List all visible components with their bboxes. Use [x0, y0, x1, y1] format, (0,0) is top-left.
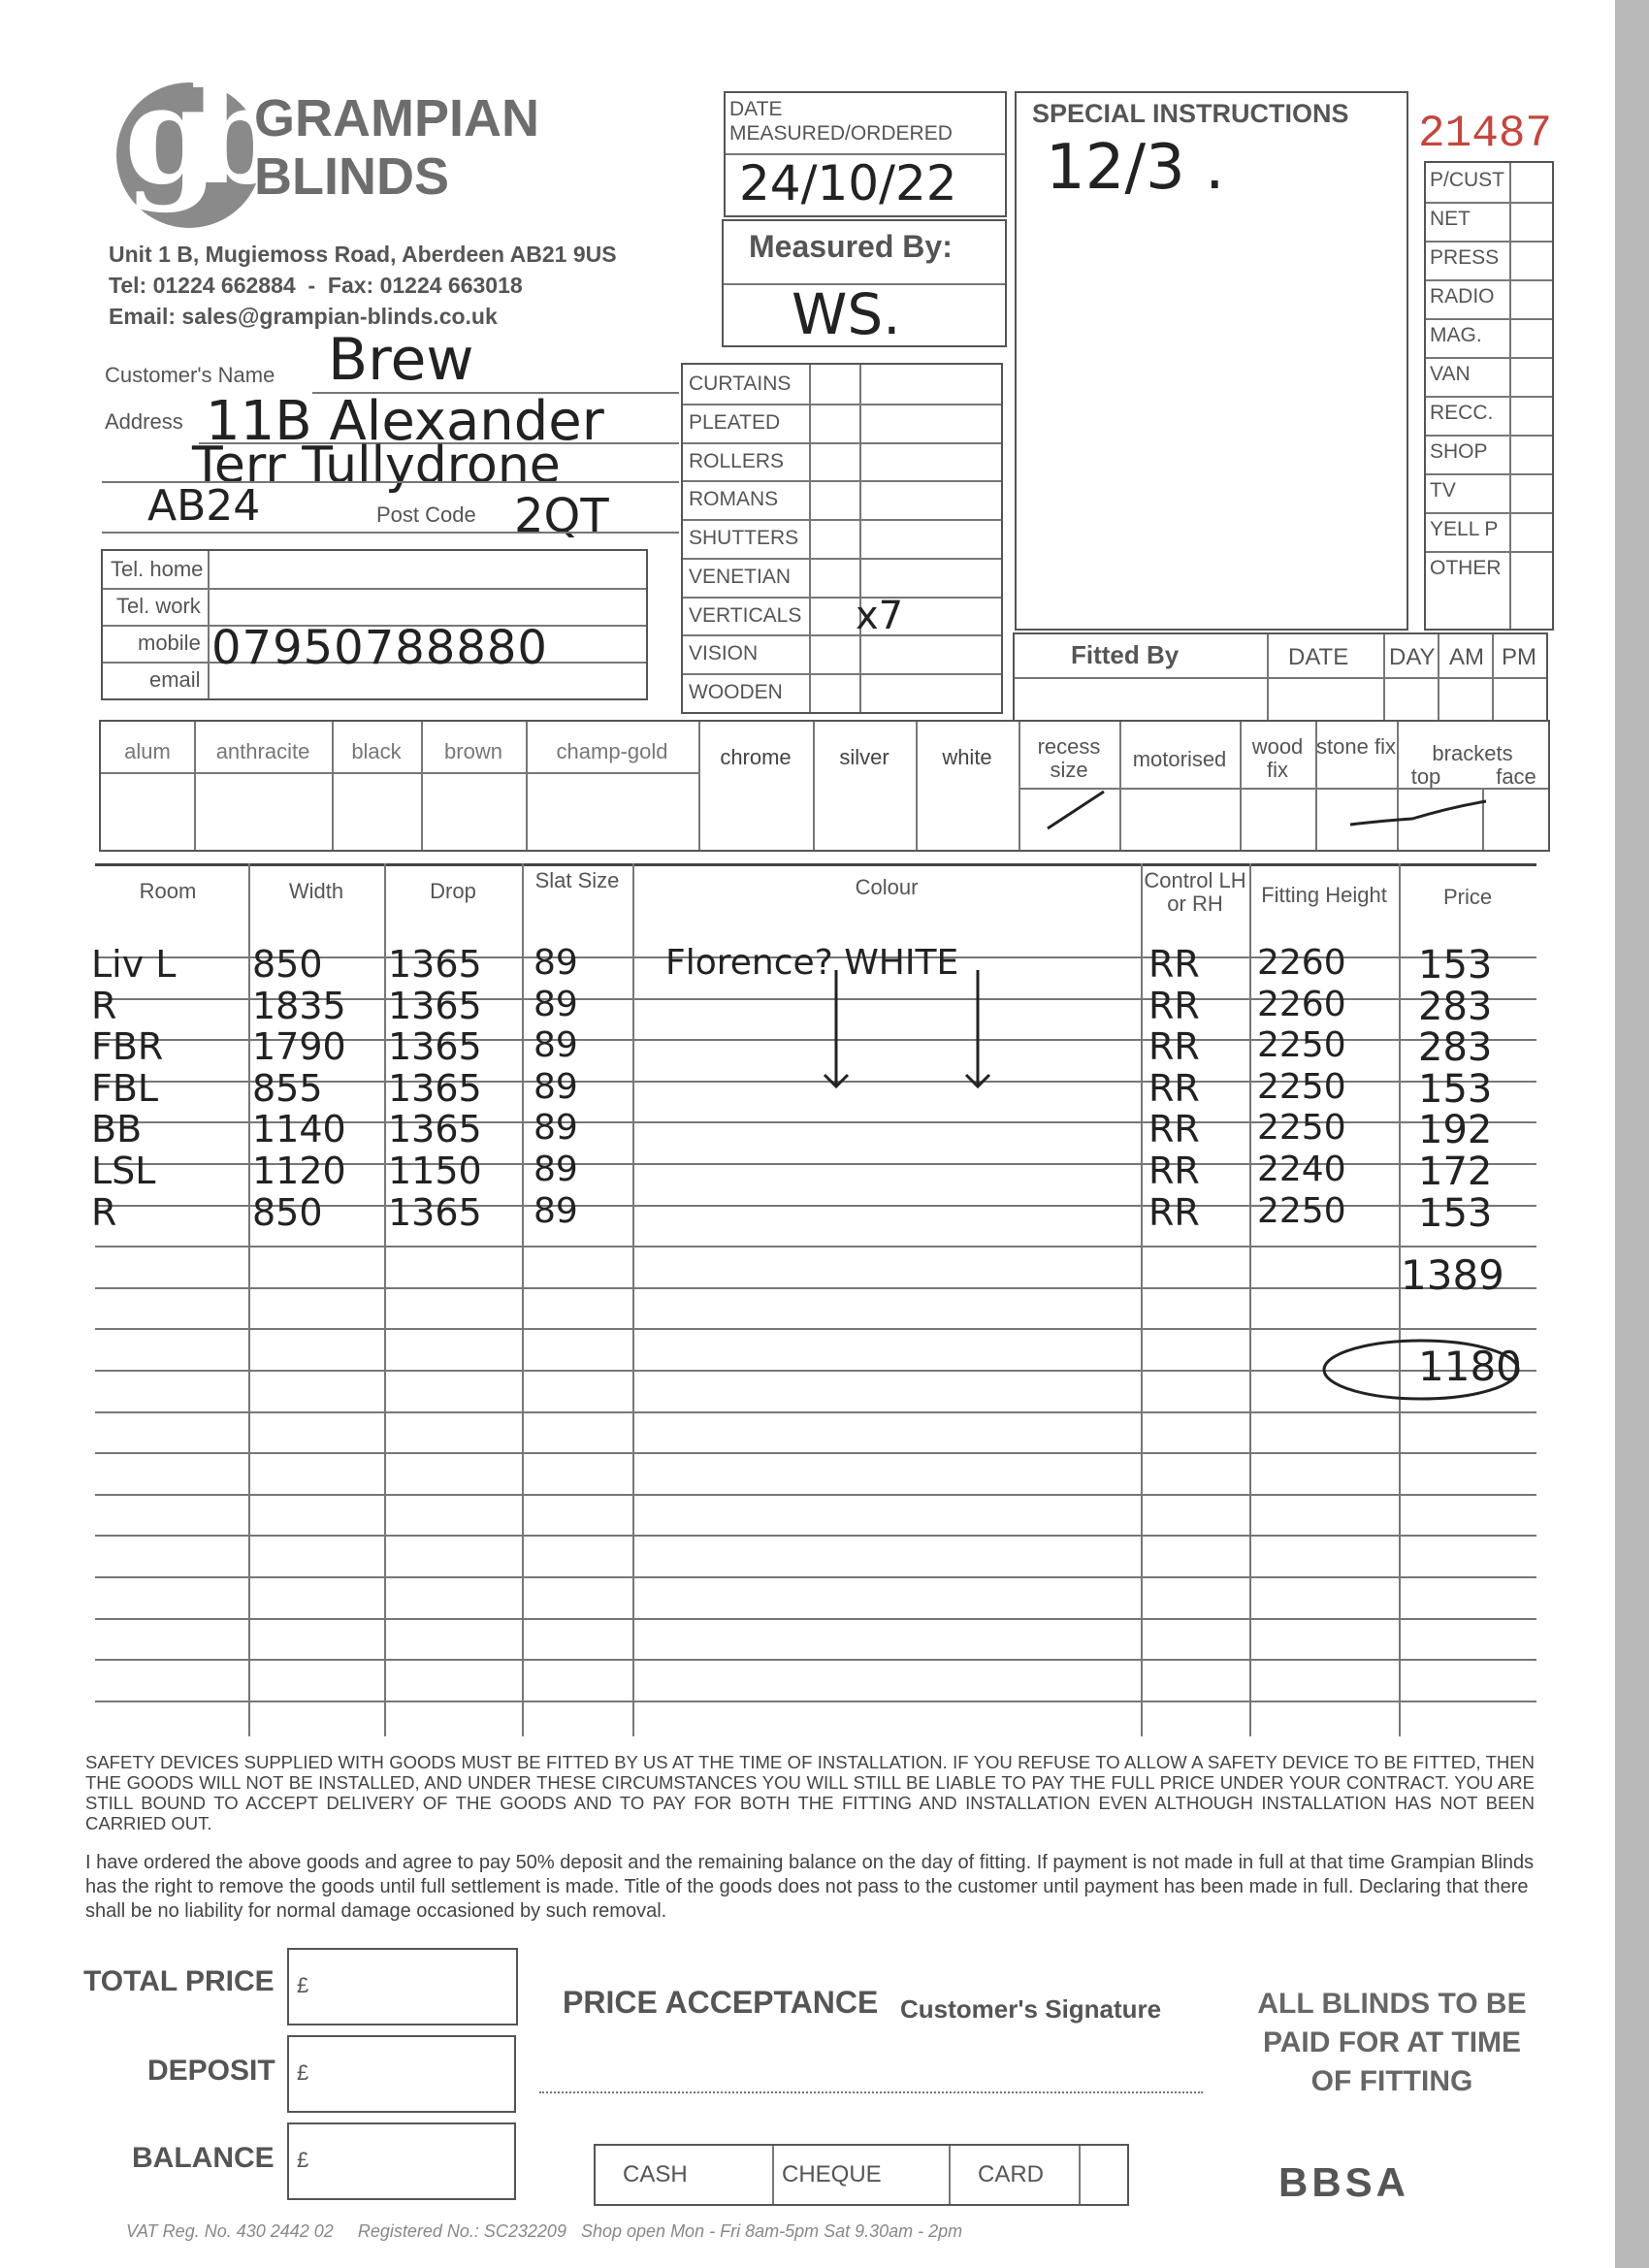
special-instructions-box	[1015, 91, 1408, 631]
cell-height: 2260	[1257, 984, 1346, 1024]
cell-slat: 89	[534, 1025, 578, 1066]
table-row-line	[95, 1411, 1536, 1413]
mobile-value: 07950788880	[211, 621, 548, 675]
finish-divider	[698, 722, 700, 850]
source-press[interactable]: PRESS	[1430, 246, 1500, 269]
company-name	[254, 89, 539, 206]
source-pcust[interactable]: P/CUST	[1430, 169, 1505, 191]
blind-type-shutters[interactable]: SHUTTERS	[689, 527, 799, 550]
blind-type-row-line	[683, 480, 1001, 482]
fit-pm-label: PM	[1502, 644, 1536, 670]
date-box	[724, 91, 1007, 217]
card-option[interactable]: CARD	[978, 2161, 1045, 2187]
cell-control: RR	[1148, 984, 1200, 1027]
cell-drop: 1365	[388, 984, 482, 1027]
order-table	[87, 863, 1536, 1736]
finish-divider	[813, 722, 815, 850]
finish-brown[interactable]: brown	[444, 739, 502, 763]
brackets-label: brackets	[1432, 741, 1513, 765]
cell-width: 1790	[252, 1025, 346, 1069]
special-instructions-label: SPECIAL INSTRUCTIONS	[1032, 99, 1349, 128]
total-price-handwritten: 1180	[1418, 1343, 1522, 1390]
cell-width: 850	[252, 1190, 323, 1234]
cell-control: RR	[1148, 1066, 1200, 1110]
verticals-mark: x7	[856, 594, 904, 638]
cell-slat: 89	[534, 1108, 578, 1149]
table-row-line	[95, 1246, 1536, 1247]
fit-day-label: DAY	[1389, 644, 1436, 670]
company-tel: Tel: 01224 662884	[109, 273, 296, 298]
cell-height: 2260	[1257, 943, 1346, 983]
fitted-by-label: Fitted By	[1071, 640, 1180, 669]
cell-drop: 1365	[388, 1190, 482, 1234]
address-line-2: Terr Tullydrone	[192, 437, 561, 495]
total-price-field[interactable]	[287, 1948, 518, 2025]
colour-ditto-arrows	[728, 966, 1018, 1102]
blind-type-rollers[interactable]: ROLLERS	[689, 449, 785, 472]
deposit-currency: £	[297, 2060, 309, 2085]
blind-type-row-line	[683, 519, 1001, 521]
mobile-label: mobile	[138, 631, 201, 655]
postcode-suffix: 2QT	[514, 489, 609, 543]
cell-height: 2240	[1257, 1150, 1346, 1189]
source-recc[interactable]: RECC.	[1430, 402, 1494, 424]
cell-price: 172	[1418, 1150, 1493, 1194]
table-row-line	[95, 1659, 1536, 1661]
blind-type-row-line	[683, 673, 1001, 675]
cell-height: 2250	[1257, 1190, 1346, 1231]
source-shop[interactable]: SHOP	[1430, 440, 1488, 463]
logo-letters: gb	[124, 56, 256, 215]
source-mag[interactable]: MAG.	[1430, 324, 1482, 346]
payment-method-table	[594, 2144, 1129, 2206]
scan-edge	[1615, 0, 1649, 2268]
blind-type-curtains[interactable]: CURTAINS	[689, 373, 792, 395]
tel-work-label: Tel. work	[116, 594, 201, 618]
measured-by-label: Measured By:	[749, 229, 953, 264]
date-label: DATE MEASURED/ORDERED	[729, 98, 953, 145]
finish-anthracite[interactable]: anthracite	[215, 739, 310, 763]
cell-price: 283	[1418, 1025, 1493, 1071]
source-radio[interactable]: RADIO	[1430, 285, 1495, 308]
source-other[interactable]: OTHER	[1430, 557, 1502, 579]
cash-option[interactable]: CASH	[623, 2161, 688, 2187]
cell-drop: 1365	[388, 1066, 482, 1110]
vat-number: VAT Reg. No. 430 2442 02	[126, 2221, 334, 2241]
finish-chrome[interactable]: chrome	[720, 745, 792, 769]
balance-currency: £	[297, 2148, 309, 2172]
source-van[interactable]: VAN	[1430, 363, 1471, 385]
cell-slat: 89	[534, 943, 578, 983]
cell-slat: 89	[534, 1190, 578, 1231]
source-row-line	[1426, 318, 1552, 320]
customer-name: Brew	[328, 326, 474, 394]
col-slat: Slat Size	[534, 868, 620, 892]
address-label: Address	[105, 409, 183, 434]
cell-slat: 89	[534, 1150, 578, 1189]
safety-terms: SAFETY DEVICES SUPPLIED WITH GOODS MUST BE FITTED BY US AT THE TIME OF INSTALLATION. IF YOU REFUSE TO ALLOW A SAFETY DEVICE TO BE FITTED, THEN THE GOODS WILL NOT BE INSTALLED, AND UNDER THESE CIRCUMSTANCES YOU WILL STILL BE LIABLE TO PAY THE FULL PRICE UNDER YOUR CONTRACT. YOU ARE STILL BOUND TO ACCEPT DELIVERY OF THE GOODS AND TO PAY FOR BOTH THE FITTING AND INSTALLATION EVEN ALTHOUGH INSTALLATION HAS NOT BEEN CARRIED OUT.	[85, 1752, 1535, 1833]
total-price-label: TOTAL PRICE	[83, 1965, 275, 1997]
postcode-label: Post Code	[376, 502, 476, 527]
total-currency: £	[297, 1973, 309, 1997]
cell-colour: Florence? WHITE	[665, 943, 959, 983]
finish-champ-gold[interactable]: champ-gold	[556, 739, 668, 763]
fitted-by-table	[1013, 632, 1548, 722]
company-email: Email: sales@grampian-blinds.co.uk	[109, 304, 498, 329]
col-drop: Drop	[430, 879, 476, 903]
bracket-top-label: top	[1410, 764, 1441, 789]
phone-table	[101, 549, 648, 700]
cell-slat: 89	[534, 984, 578, 1024]
balance-field[interactable]	[287, 2122, 516, 2200]
email-label: email	[149, 667, 201, 692]
wood-fix-label: wood fix	[1251, 734, 1304, 782]
cell-control: RR	[1148, 1150, 1200, 1192]
signature-line[interactable]	[539, 2091, 1203, 2093]
cell-control: RR	[1148, 1025, 1200, 1069]
table-row-line	[95, 1701, 1536, 1702]
registered-number: Registered No.: SC232209	[357, 2221, 566, 2241]
recess-tick-mark	[1044, 780, 1112, 838]
payment-notice: ALL BLINDS TO BE PAID FOR AT TIME OF FITTING	[1257, 1988, 1527, 2097]
cell-price: 192	[1418, 1108, 1493, 1153]
balance-label: BALANCE	[132, 2142, 275, 2174]
finish-alum[interactable]: alum	[124, 739, 171, 763]
blind-type-romans[interactable]: ROMANS	[689, 488, 779, 511]
cell-control: RR	[1148, 1190, 1200, 1234]
finish-divider	[916, 722, 918, 850]
customer-name-label: Customer's Name	[105, 363, 275, 387]
cell-price: 153	[1418, 1066, 1493, 1112]
cell-room: R	[91, 1190, 117, 1234]
blind-type-wooden[interactable]: WOODEN	[689, 681, 783, 704]
source-row-line	[1426, 435, 1552, 437]
cell-room: Liv L	[91, 943, 177, 986]
source-tv[interactable]: TV	[1430, 479, 1456, 502]
measured-by-box	[722, 219, 1007, 347]
recess-size-label: recess size	[1037, 734, 1101, 782]
cell-drop: 1365	[388, 1025, 482, 1069]
cell-width: 1120	[252, 1150, 346, 1192]
company-fax: Fax: 01224 663018	[327, 273, 523, 298]
finish-white[interactable]: white	[942, 745, 992, 769]
table-row-line	[95, 1535, 1536, 1537]
cell-width: 855	[252, 1066, 323, 1110]
cell-drop: 1365	[388, 1108, 482, 1151]
blind-type-row-line	[683, 634, 1001, 636]
blind-type-verticals[interactable]: VERTICALS	[689, 603, 802, 627]
company-address: Unit 1 B, Mugiemoss Road, Aberdeen AB21 9US	[109, 242, 617, 267]
cell-control: RR	[1148, 943, 1200, 986]
blind-type-pleated[interactable]: PLEATED	[689, 410, 781, 434]
blind-type-row-line	[683, 597, 1001, 599]
customer-signature-label: Customer's Signature	[900, 1994, 1162, 2024]
date-value: 24/10/22	[739, 155, 957, 211]
table-row-line	[95, 1328, 1536, 1330]
brand-line-2: BLINDS	[254, 147, 449, 206]
cell-slat: 89	[534, 1066, 578, 1107]
source-row-line	[1426, 202, 1552, 204]
deposit-label: DEPOSIT	[147, 2055, 275, 2087]
blind-type-vision[interactable]: VISION	[689, 642, 759, 665]
cell-height: 2250	[1257, 1025, 1346, 1066]
cell-height: 2250	[1257, 1108, 1346, 1149]
table-row-line	[95, 1494, 1536, 1496]
source-row-line	[1426, 241, 1552, 243]
brand-line-1: GRAMPIAN	[254, 89, 539, 147]
cell-room: BB	[91, 1108, 143, 1151]
shop-hours: Shop open Mon - Fri 8am-5pm Sat 9.30am - 2pm	[580, 2221, 963, 2241]
source-row-line	[1426, 551, 1552, 553]
tel-home-label: Tel. home	[111, 557, 204, 581]
source-list	[1424, 161, 1554, 631]
col-width: Width	[288, 879, 344, 903]
table-row-line	[95, 1618, 1536, 1620]
postcode-prefix: AB24	[147, 481, 261, 531]
source-row-line	[1426, 357, 1552, 359]
measured-by-value: WS.	[792, 281, 901, 347]
phone-fax-line: Tel: 01224 662884 - Fax: 01224 663018	[109, 273, 523, 298]
fit-am-label: AM	[1449, 644, 1484, 670]
finish-silver[interactable]: silver	[839, 745, 889, 769]
source-net[interactable]: NET	[1430, 208, 1471, 230]
table-row-line	[95, 1576, 1536, 1578]
source-yellp[interactable]: YELL P	[1430, 518, 1499, 540]
fit-date-label: DATE	[1288, 644, 1349, 670]
bbsa-badge: BBSA	[1278, 2159, 1410, 2205]
subtotal-price: 1389	[1401, 1251, 1504, 1299]
blind-type-row-line	[683, 558, 1001, 560]
source-row-line	[1426, 473, 1552, 475]
cell-price: 153	[1418, 943, 1493, 988]
cell-price: 283	[1418, 984, 1493, 1029]
cell-room: R	[91, 984, 117, 1027]
cell-control: RR	[1148, 1108, 1200, 1151]
cheque-option[interactable]: CHEQUE	[782, 2161, 882, 2187]
blind-type-venetian[interactable]: VENETIAN	[689, 565, 792, 588]
cell-height: 2250	[1257, 1066, 1346, 1107]
order-number: 21487	[1418, 109, 1553, 159]
cell-width: 1835	[252, 984, 346, 1027]
source-row-line	[1426, 396, 1552, 398]
finish-black[interactable]: black	[351, 739, 402, 763]
cell-room: LSL	[91, 1150, 156, 1192]
order-terms: I have ordered the above goods and agree to pay 50% deposit and the remaining balance on the day of fitting. If payment is not made in full at that time Grampian Blinds has the right to remove the goods until full settlement is made. Title of the goods does not pass to the customer until payment has been made in full. Declaring that there shall be no liability for normal damage occasioned by such removal.	[85, 1852, 1535, 1922]
blind-type-row-line	[683, 442, 1001, 444]
cell-room: FBR	[91, 1025, 164, 1069]
col-room: Room	[139, 879, 197, 903]
source-row-line	[1426, 512, 1552, 514]
stone-fix-label: stone fix	[1316, 734, 1396, 759]
table-row-line	[95, 1287, 1536, 1289]
address-line-1: 11B Alexander	[206, 390, 604, 453]
col-price: Price	[1442, 885, 1493, 909]
price-acceptance-label: PRICE ACCEPTANCE	[563, 1985, 879, 2020]
special-instructions-value: 12/3 .	[1046, 132, 1225, 204]
footer	[126, 2221, 962, 2242]
company-contact	[109, 239, 617, 332]
cell-price: 153	[1418, 1190, 1493, 1236]
bracket-face-label: face	[1496, 764, 1536, 789]
col-colour: Colour	[855, 875, 919, 899]
source-row-line	[1426, 279, 1552, 281]
cell-width: 850	[252, 943, 323, 986]
motorised-label: motorised	[1132, 747, 1227, 771]
table-row-line	[95, 1452, 1536, 1454]
bracket-tick-mark	[1344, 795, 1490, 834]
finish-options-table	[99, 720, 1550, 852]
cell-width: 1140	[252, 1108, 346, 1151]
blind-type-row-line	[683, 404, 1001, 405]
cell-drop: 1150	[388, 1150, 482, 1192]
cell-room: FBL	[91, 1066, 159, 1110]
deposit-field[interactable]	[287, 2035, 516, 2113]
col-control: Control LH or RH	[1144, 868, 1246, 916]
blind-types-table	[681, 363, 1003, 714]
cell-drop: 1365	[388, 943, 482, 986]
col-fitting-height: Fitting Height	[1261, 883, 1387, 907]
